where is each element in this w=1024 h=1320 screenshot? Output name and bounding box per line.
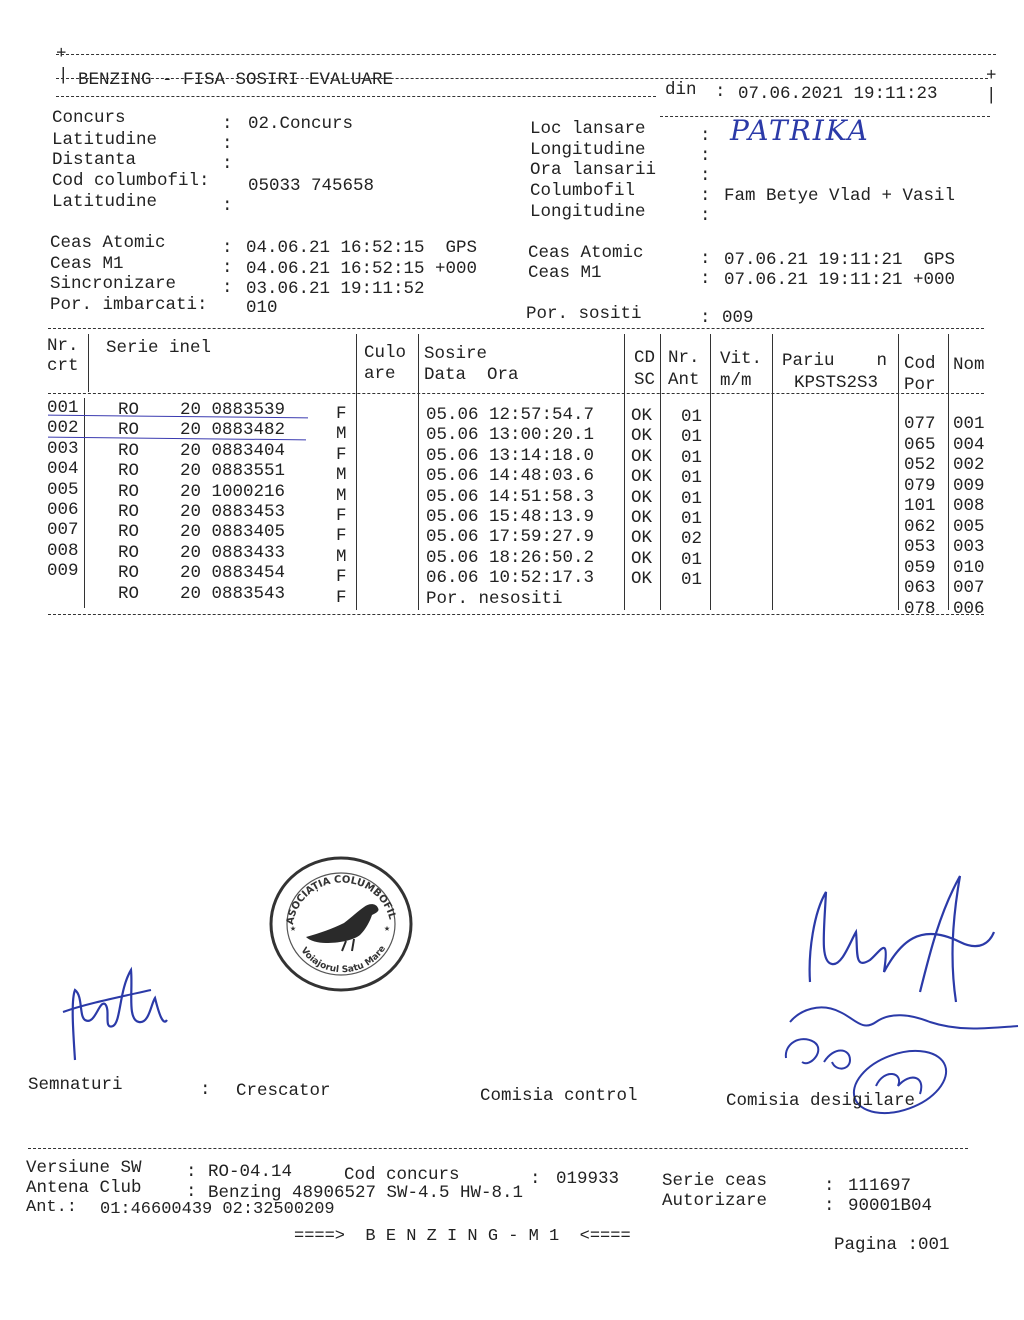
versiune-value: RO-04.14 [208, 1162, 293, 1182]
row-cod-por: 052 [904, 455, 936, 475]
row-nom: 002 [953, 455, 985, 475]
row-country: RO [118, 542, 140, 563]
row-nom: 009 [953, 475, 985, 496]
row-sex: F [336, 526, 347, 547]
row-sosire: 05.06 14:48:03.6 [426, 466, 595, 487]
concurs-label: Concurs [52, 108, 126, 128]
benzing-banner: ====> B E N Z I N G - M 1 <==== [294, 1227, 631, 1246]
versiune-label: Versiune SW [26, 1158, 142, 1178]
row-cod-por: 065 [904, 434, 936, 455]
row-sosire: 05.06 17:59:27.9 [426, 527, 595, 548]
row-ring-number: 20 0883482 [180, 420, 286, 441]
row-ring-number: 20 0883453 [180, 502, 286, 522]
antena-label: Antena Club [26, 1178, 142, 1198]
row-cod-por: 077 [904, 414, 936, 434]
antena-value: Benzing 48906527 SW-4.5 HW-8.1 [208, 1183, 524, 1203]
header-top-rule [56, 54, 996, 55]
row-nom: 006 [953, 598, 985, 619]
hdr-cd: CD [634, 348, 656, 368]
longitudine-label: Longitudine [530, 140, 646, 160]
row-cd-sc: OK [631, 467, 653, 488]
colon: : [824, 1196, 835, 1216]
row-nr-ant: 01 [681, 468, 703, 489]
row-ring-number: 20 0883551 [180, 461, 286, 482]
cod-columbofil-label: Cod columbofil: [52, 171, 210, 191]
imbarcati-label: Por. imbarcati: [50, 295, 208, 315]
ant-label: Ant.: [26, 1198, 78, 1217]
hdr-sc: SC [634, 370, 656, 390]
autorizare-label: Autorizare [662, 1191, 768, 1211]
row-nr: 009 [47, 561, 79, 582]
row-ring-number: 20 0883539 [180, 400, 286, 420]
imbarcati-value: 010 [246, 298, 278, 318]
comisia-control-label: Comisia control [480, 1086, 638, 1106]
hdr-data-ora: Data Ora [424, 365, 519, 385]
row-nr: 003 [47, 438, 79, 459]
row-country: RO [118, 563, 140, 584]
row-ring-number: 20 0883433 [180, 542, 286, 563]
row-nr-ant: 01 [681, 427, 703, 448]
table-top-rule [48, 328, 984, 329]
row-country: RO [118, 400, 140, 420]
svg-text:★: ★ [384, 924, 391, 935]
row-cd-sc: OK [631, 487, 653, 508]
row-sex: F [336, 567, 347, 588]
loc-lansare-label: Loc lansare [530, 119, 646, 139]
row-nr: 005 [47, 479, 79, 500]
crescator-label: Crescator [236, 1081, 331, 1101]
row-nom: 005 [953, 516, 985, 537]
ceas-m1-right-label: Ceas M1 [528, 263, 602, 283]
colon: : [222, 134, 233, 154]
row-nom: 007 [953, 578, 985, 598]
row-sex: M [336, 485, 347, 506]
ceas-m1-label: Ceas M1 [50, 254, 124, 274]
svg-text:ASOCIAȚIA COLUMBOFILĂ: ASOCIAȚIA COLUMBOFIL [284, 874, 398, 926]
row-cd-sc: OK [631, 508, 653, 528]
row-sosire: 05.06 13:14:18.0 [426, 445, 595, 466]
col-divider [898, 334, 899, 610]
row-country: RO [118, 481, 140, 502]
hdr-culoare-2: are [364, 364, 396, 384]
header-bottom-rule [56, 96, 656, 97]
hdr-pariu-1: Pariu n [782, 351, 888, 371]
colon: : [222, 278, 233, 298]
row-sosire: 05.06 15:48:13.9 [426, 507, 595, 527]
hdr-cod-1: Cod [904, 354, 936, 374]
colon: : [700, 166, 711, 186]
colon: : [222, 196, 233, 216]
colon: : [824, 1176, 835, 1196]
row-country: RO [118, 461, 140, 482]
hdr-pariu-2: KPSTS2S3 [794, 373, 879, 393]
row-country: RO [118, 522, 140, 543]
row-ring-number: 20 1000216 [180, 481, 286, 502]
hdr-nr: Nr. [47, 336, 79, 356]
row-sex: F [336, 444, 347, 465]
hdr-nr-ant-2: Ant [668, 370, 700, 390]
loc-lansare-handwritten: PATRIKA [730, 114, 870, 147]
sositi-label: Por. sositi [526, 304, 642, 324]
row-country: RO [118, 502, 140, 522]
row-nom: 008 [953, 496, 985, 516]
corner-plus: + [986, 66, 997, 86]
hdr-crt: crt [47, 356, 79, 376]
association-stamp [268, 855, 414, 993]
colon: : [700, 146, 711, 166]
columbofil-label: Columbofil [530, 181, 636, 201]
col-divider [710, 334, 711, 610]
ceas-atomic-right-label: Ceas Atomic [528, 243, 644, 263]
hdr-nr-ant-1: Nr. [668, 348, 700, 368]
sositi-value: 009 [722, 308, 754, 328]
col-divider [948, 334, 949, 610]
doc-title: BENZING - FISA SOSIRI EVALUARE [78, 70, 394, 90]
row-cod-por: 101 [904, 496, 936, 516]
row-country: RO [118, 583, 140, 604]
ceas-atomic-label: Ceas Atomic [50, 233, 166, 253]
row-cd-sc: OK [631, 426, 653, 447]
latitudine2-label: Latitudine [52, 192, 158, 212]
row-sosire: 05.06 14:51:58.3 [426, 486, 595, 507]
row-sosire: 05.06 13:00:20.1 [426, 425, 595, 446]
longitudine2-label: Longitudine [530, 202, 646, 222]
row-country: RO [118, 440, 140, 461]
ant-value: 01:46600439 02:32500209 [100, 1200, 335, 1219]
hdr-cod-2: Por [904, 375, 936, 395]
svg-text:Voiajorul Satu Mare: Voiajorul Satu Mare [298, 944, 389, 976]
row-nr-ant: 01 [681, 549, 703, 570]
row-sex: F [336, 404, 347, 424]
row-nom: 003 [953, 537, 985, 557]
signature-crescator [55, 960, 185, 1080]
cod-concurs-value: 019933 [556, 1169, 620, 1189]
table-header-rule [48, 393, 984, 394]
row-nr-ant: 01 [681, 447, 703, 468]
colon: : [530, 1169, 541, 1189]
hdr-sosire: Sosire [424, 344, 488, 364]
col-divider [418, 334, 419, 610]
hdr-nom: Nom [953, 355, 985, 375]
row-nom: 004 [953, 434, 985, 455]
colon: : [715, 82, 726, 102]
row-nr-ant: 01 [681, 509, 703, 529]
row-ring-number: 20 0883454 [180, 563, 286, 584]
row-nom: 001 [953, 414, 985, 434]
row-nr-ant: 01 [681, 570, 703, 591]
row-sex: M [336, 546, 347, 567]
ceas-atomic-value: 04.06.21 16:52:15 GPS [246, 238, 478, 258]
row-nr: 001 [47, 398, 79, 418]
columbofil-value: Fam Betye Vlad + Vasil [724, 186, 956, 206]
row-ring-number: 20 0883543 [180, 583, 286, 604]
col-divider [356, 334, 357, 610]
header-mid-rule [56, 78, 988, 79]
pipe: | [58, 66, 69, 86]
sincronizare-value: 03.06.21 19:11:52 [246, 279, 425, 299]
autorizare-value: 90001B04 [848, 1196, 933, 1216]
semnaturi-colon: : [200, 1080, 211, 1100]
hdr-vit-1: Vit. [720, 349, 763, 369]
table-bottom-rule [48, 614, 984, 615]
row-cod-por: 063 [904, 578, 936, 598]
row-sosire: 05.06 12:57:54.7 [426, 405, 595, 425]
row-cd-sc: OK [631, 406, 653, 426]
row-cd-sc: OK [631, 446, 653, 467]
row-ring-number: 20 0883404 [180, 440, 286, 461]
row-sex: F [336, 587, 347, 608]
cod-columbofil-value: 05033 745658 [248, 176, 375, 196]
row-nr-ant: 01 [681, 407, 703, 427]
colon: : [222, 258, 233, 278]
row-cd-sc: OK [631, 548, 653, 569]
col-divider [624, 334, 625, 610]
colon: : [700, 249, 711, 269]
colon: : [700, 269, 711, 289]
distanta-label: Distanta [52, 150, 137, 170]
colon: : [186, 1182, 197, 1202]
row-cod-por: 078 [904, 598, 936, 619]
svg-text:★: ★ [290, 924, 297, 935]
hdr-vit-2: m/m [720, 371, 752, 391]
row-nr-ant: 02 [681, 529, 703, 550]
hdr-serie-inel: Serie inel [106, 338, 212, 358]
colon: : [222, 154, 233, 174]
row-sosire: 06.06 10:52:17.3 [426, 568, 595, 589]
pipe: | [986, 86, 997, 106]
corner-plus: + [56, 44, 67, 64]
ora-lansarii-label: Ora lansarii [530, 160, 657, 180]
col-divider [84, 398, 85, 608]
ceas-atomic-right-value: 07.06.21 19:11:21 GPS [724, 250, 956, 270]
row-sosire: 05.06 18:26:50.2 [426, 547, 595, 568]
row-nr: 008 [47, 540, 79, 561]
row-cod-por: 059 [904, 557, 936, 578]
colon: : [186, 1162, 197, 1182]
serie-ceas-label: Serie ceas [662, 1171, 768, 1191]
colon: : [700, 206, 711, 226]
row-cod-por: 079 [904, 475, 936, 496]
row-cod-por: 053 [904, 537, 936, 557]
colon: : [700, 308, 711, 328]
row-cod-por: 062 [904, 516, 936, 537]
row-nr: 002 [47, 418, 79, 439]
serie-ceas-value: 111697 [848, 1176, 912, 1196]
colon: : [222, 114, 233, 134]
row-nom: 010 [953, 557, 985, 578]
hdr-culoare-1: Culo [364, 343, 407, 363]
latitudine-label: Latitudine [52, 130, 158, 150]
row-cd-sc: OK [631, 528, 653, 549]
row-nr: 004 [47, 459, 79, 480]
colon: : [700, 186, 711, 206]
sincronizare-label: Sincronizare [50, 274, 177, 294]
date-label: din [665, 80, 697, 100]
row-sex: M [336, 424, 347, 445]
row-sosire: Por. nesositi [426, 588, 563, 609]
page-number: Pagina :001 [834, 1235, 950, 1255]
ceas-m1-value: 04.06.21 16:52:15 +000 [246, 259, 478, 279]
ceas-m1-right-value: 07.06.21 19:11:21 +000 [724, 270, 956, 290]
row-country: RO [118, 420, 140, 441]
footer-rule [28, 1148, 968, 1149]
row-cd-sc: OK [631, 569, 653, 590]
row-nr: 007 [47, 520, 79, 541]
colon: : [700, 126, 711, 146]
row-nr: 006 [47, 500, 79, 520]
row-sex: F [336, 506, 347, 526]
comisia-desigilare-label: Comisia desigilare [726, 1091, 916, 1111]
cod-concurs-label: Cod concurs [344, 1165, 460, 1185]
date-value: 07.06.2021 19:11:23 [738, 84, 938, 104]
row-nr-ant: 01 [681, 488, 703, 509]
col-divider [772, 334, 773, 610]
colon: : [222, 238, 233, 258]
col-divider [88, 334, 89, 392]
semnaturi-label: Semnaturi [28, 1075, 123, 1095]
concurs-value: 02.Concurs [248, 114, 354, 134]
row-sex: M [336, 465, 347, 486]
row-ring-number: 20 0883405 [180, 522, 286, 543]
signature-comisia [780, 872, 1020, 1122]
col-divider [660, 334, 661, 610]
